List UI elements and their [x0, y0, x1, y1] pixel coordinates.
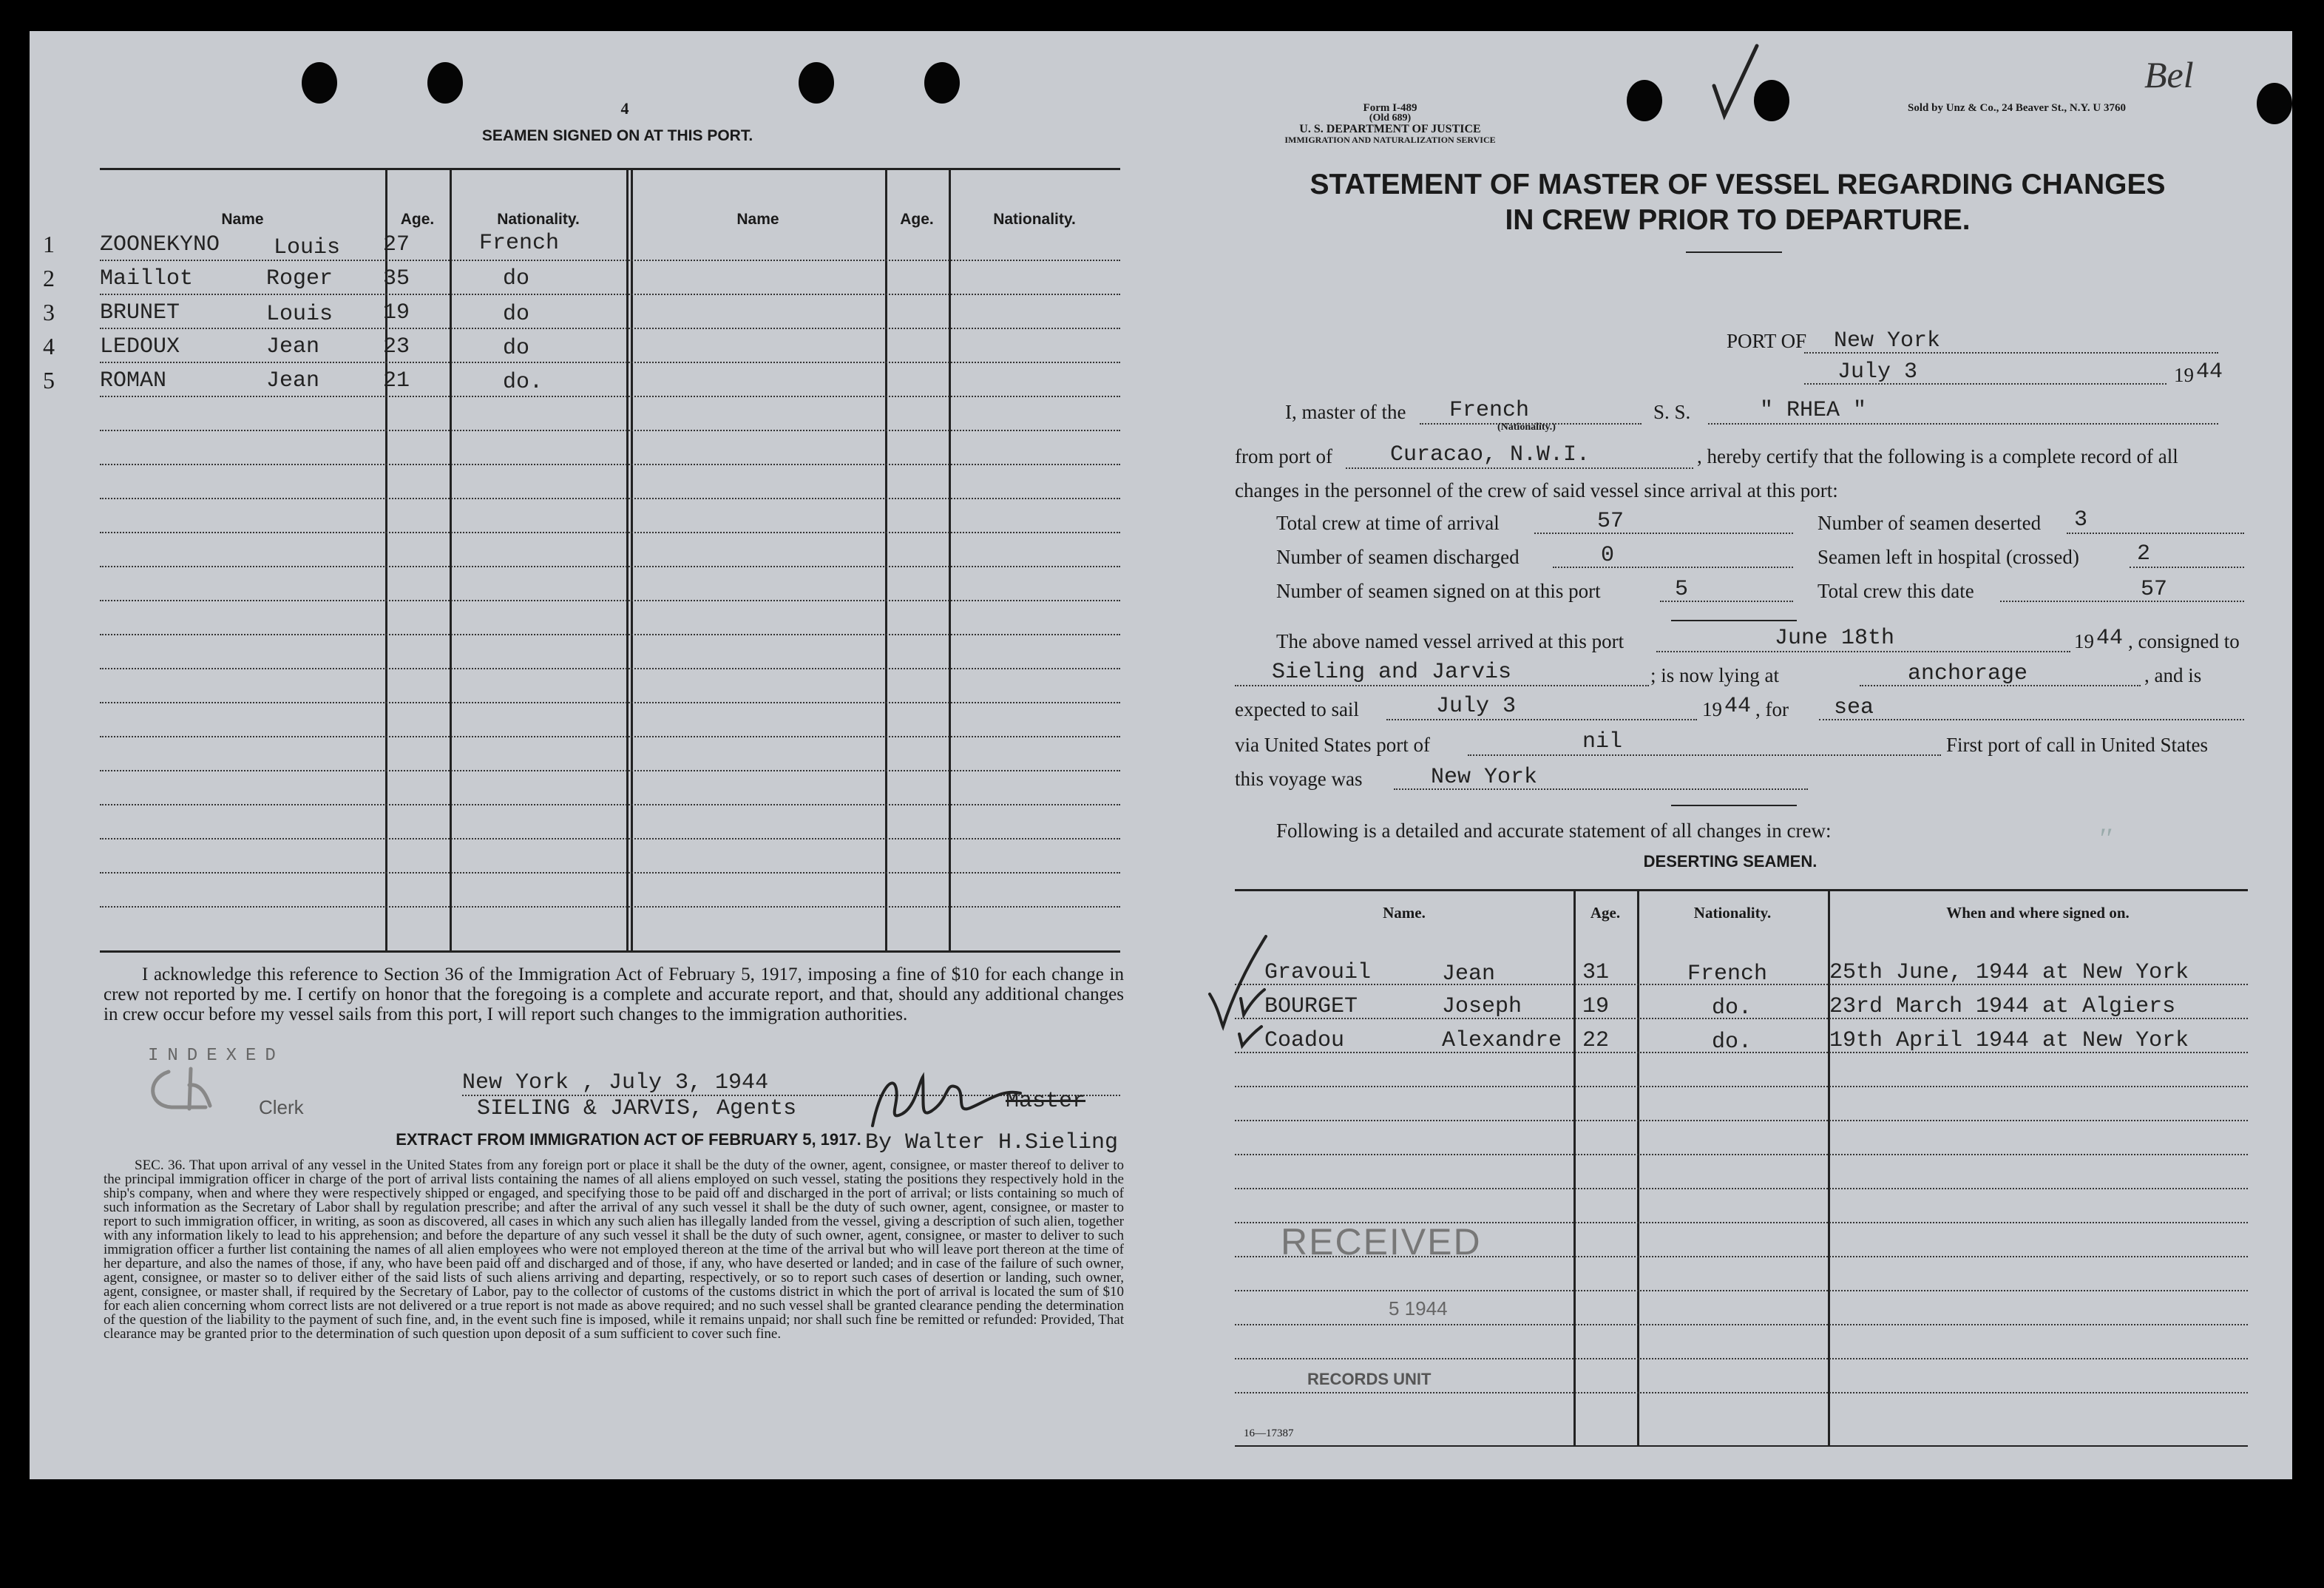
table-rule — [100, 668, 1120, 669]
changes-text: changes in the personnel of the crew of said vessel since arrival at this port: — [1235, 479, 1838, 501]
punch-hole — [799, 62, 834, 104]
row-mark: 5 — [43, 367, 55, 393]
for-label: , for — [1755, 698, 1789, 720]
records-unit-stamp: RECORDS UNIT — [1307, 1370, 1432, 1388]
seaman-given-name: Jean — [266, 334, 320, 359]
clerk-label: Clerk — [259, 1096, 304, 1118]
print-code: 16—17387 — [1244, 1427, 1294, 1439]
table-rule — [100, 838, 1120, 839]
following-text: Following is a detailed and accurate statement of all changes in crew: — [1276, 820, 1832, 842]
consignee-value: Sieling and Jarvis — [1272, 660, 1512, 685]
seaman-age: 19 — [383, 300, 410, 325]
deserting-heading: DESERTING SEAMEN. — [1643, 852, 1817, 871]
seaman-surname: ZOONEKYNO — [100, 232, 220, 257]
deserter-nationality: do. — [1712, 996, 1752, 1021]
arrived-year-prefix: 19 — [2074, 630, 2094, 652]
row-mark: 3 — [43, 299, 55, 325]
table-rule — [100, 294, 1120, 295]
first-port-label: First port of call in United States — [1946, 734, 2208, 756]
sail-date: July 3 — [1436, 694, 1517, 719]
form-title-line2: IN CREW PRIOR TO DEPARTURE. — [1505, 204, 1971, 236]
year-prefix: 19 — [2174, 364, 2194, 386]
seaman-surname: LEDOUX — [100, 334, 180, 359]
deserter-surname: Coadou — [1264, 1028, 1345, 1053]
extract-heading: EXTRACT FROM IMMIGRATION ACT OF FEBRUARY 5, 1917. — [396, 1130, 861, 1149]
row-mark: 2 — [43, 265, 55, 291]
deserter-checkmarks — [1196, 928, 1278, 1053]
seaman-given-name: Louis — [274, 235, 341, 260]
deserted-label: Number of seamen deserted — [1817, 512, 2042, 534]
discharged-count: 0 — [1601, 543, 1615, 568]
column-header: Nationality. — [497, 211, 580, 228]
signature-by: By Walter H.Sieling — [865, 1130, 1119, 1155]
seaman-nationality: do — [503, 302, 530, 327]
deserter-signed-on: 25th June, 1944 at New York — [1829, 960, 2189, 985]
total-this-date-label: Total crew this date — [1817, 580, 1974, 602]
signed-on-count: 5 — [1675, 577, 1689, 602]
deserter-signed-on: 23rd March 1944 at Algiers — [1829, 994, 2176, 1019]
table-rule — [100, 532, 1120, 533]
from-port-value: Curacao, N.W.I. — [1390, 442, 1590, 467]
sail-year-prefix: 19 — [1702, 698, 1722, 720]
seller-note: Sold by Unz & Co., 24 Beaver St., N.Y. U 3760 — [1908, 102, 2127, 114]
table-rule — [1235, 1120, 2248, 1121]
page-number: 4 — [620, 99, 629, 118]
deserter-given-name: Alexandre — [1442, 1028, 1562, 1053]
total-crew-arrival: 57 — [1597, 509, 1625, 534]
for-value: sea — [1834, 695, 1874, 720]
arrived-label: The above named vessel arrived at this port — [1276, 630, 1625, 652]
vessel-nationality: French — [1449, 398, 1530, 423]
table-rule — [100, 396, 1120, 397]
column-header: Age. — [1590, 904, 1621, 922]
deserter-age: 31 — [1582, 960, 1610, 985]
signed-on-label: Number of seamen signed on at this port — [1276, 580, 1601, 602]
sail-year: 44 — [1724, 694, 1752, 719]
table-rule — [1235, 1188, 2248, 1189]
punch-hole — [302, 62, 337, 104]
consigned-label: , consigned to — [2128, 630, 2240, 652]
document-sheet — [30, 31, 2292, 1479]
acknowledgement-text: I acknowledge this reference to Section 36 of the Immigration Act of February 5, 1917, imposing a fine of $10 for each change in crew not reported by me. I certify on honor that the foregoing is a complete and accurate report, and that, should any additional changes in crew occur before my vessel sails from this port, I will report such changes to the immigration authorities. — [104, 964, 1124, 1024]
seaman-age: 27 — [383, 232, 410, 257]
lying-value: anchorage — [1908, 661, 2028, 686]
year-value: 44 — [2196, 359, 2223, 385]
signature-place-date: New York , July 3, 1944 — [462, 1070, 769, 1095]
seaman-nationality: do. — [503, 370, 543, 395]
ship-name: " RHEA " — [1760, 398, 1867, 423]
voyage-value: New York — [1431, 765, 1538, 790]
table-rule — [100, 804, 1120, 805]
port-label: PORT OF — [1727, 330, 1807, 352]
master-label: I, master of the — [1285, 401, 1406, 423]
total-this-date: 57 — [2141, 577, 2168, 602]
deserter-signed-on: 19th April 1944 at New York — [1829, 1028, 2189, 1053]
hospital-label: Seamen left in hospital (crossed) — [1817, 546, 2079, 568]
table-rule — [100, 634, 1120, 635]
punch-hole — [2257, 83, 2292, 124]
seaman-given-name: Roger — [266, 266, 333, 291]
discharged-label: Number of seamen discharged — [1276, 546, 1520, 568]
indexed-stamp: INDEXED — [148, 1046, 285, 1066]
table-rule — [100, 260, 1120, 261]
table-rule — [100, 362, 1120, 363]
punch-hole — [1627, 80, 1662, 121]
date-value: July 3 — [1837, 359, 1918, 385]
lying-label: ; is now lying at — [1650, 664, 1779, 686]
column-header: Age. — [900, 211, 934, 228]
form-old: (Old 689) — [1369, 112, 1412, 124]
seaman-nationality: French — [479, 231, 560, 256]
ss-label: S. S. — [1653, 401, 1691, 423]
seaman-age: 23 — [383, 334, 410, 359]
deserter-given-name: Jean — [1442, 962, 1496, 987]
table-rule — [100, 464, 1120, 465]
form-title-line1: STATEMENT OF MASTER OF VESSEL REGARDING CHANGES — [1310, 169, 2166, 200]
deserter-nationality: French — [1687, 962, 1768, 987]
arrived-year: 44 — [2096, 626, 2124, 651]
table-rule — [1235, 1358, 2248, 1359]
table-rule — [100, 566, 1120, 567]
total-crew-arrival-label: Total crew at time of arrival — [1276, 512, 1500, 534]
table-rule — [100, 702, 1120, 703]
seaman-given-name: Jean — [266, 368, 320, 393]
table-rule — [1235, 1154, 2248, 1155]
table-rule — [100, 906, 1120, 908]
and-is-label: , and is — [2144, 664, 2202, 686]
column-header: Name — [221, 211, 264, 228]
table-rule — [100, 600, 1120, 601]
service: IMMIGRATION AND NATURALIZATION SERVICE — [1284, 135, 1496, 145]
column-header: Nationality. — [993, 211, 1076, 228]
seaman-age: 21 — [383, 368, 410, 393]
clerk-initials — [139, 1063, 235, 1122]
column-header: Name. — [1383, 904, 1426, 922]
seaman-given-name: Louis — [266, 302, 333, 327]
corner-annotation: Bel — [2144, 54, 2194, 95]
nationality-caption: (Nationality.) — [1497, 422, 1556, 433]
row-mark: 4 — [43, 333, 55, 359]
seaman-surname: BRUNET — [100, 300, 180, 325]
column-header: Name — [736, 211, 779, 228]
received-stamp: RECEIVED — [1281, 1221, 1482, 1263]
expected-label: expected to sail — [1235, 698, 1359, 720]
table-rule — [1235, 1392, 2248, 1393]
seaman-age: 35 — [383, 266, 410, 291]
form-number: Form I-489 — [1363, 102, 1417, 114]
table-rule — [1235, 1324, 2248, 1325]
deserter-surname: BOURGET — [1264, 994, 1358, 1019]
table-rule — [100, 770, 1120, 771]
table-rule — [100, 872, 1120, 874]
seaman-surname: ROMAN — [100, 368, 167, 393]
signed-on-heading: SEAMEN SIGNED ON AT THIS PORT. — [481, 127, 753, 144]
column-header: Age. — [400, 211, 435, 228]
department: U. S. DEPARTMENT OF JUSTICE — [1299, 123, 1481, 135]
deserter-given-name: Joseph — [1442, 994, 1522, 1019]
voyage-label: this voyage was — [1235, 768, 1363, 790]
via-label: via United States port of — [1235, 734, 1430, 756]
table-rule — [100, 430, 1120, 431]
column-header: When and where signed on. — [1946, 904, 2130, 922]
punch-hole — [427, 62, 463, 104]
received-date: 5 1944 — [1389, 1297, 1448, 1320]
deserted-count: 3 — [2074, 507, 2088, 533]
hospital-count: 2 — [2137, 541, 2151, 567]
pencil-checkmark — [1708, 41, 1767, 123]
row-mark: 1 — [43, 231, 55, 257]
table-rule — [100, 498, 1120, 499]
table-rule — [1235, 1290, 2248, 1291]
arrived-value: June 18th — [1775, 626, 1895, 651]
table-rule — [100, 736, 1120, 737]
signature-agents: SIELING & JARVIS, Agents — [477, 1096, 797, 1121]
via-value: nil — [1582, 729, 1623, 754]
table-rule — [1235, 1086, 2248, 1087]
seaman-nationality: do — [503, 266, 530, 291]
deserter-nationality: do. — [1712, 1030, 1752, 1055]
port-value: New York — [1834, 328, 1941, 354]
column-header: Nationality. — [1693, 904, 1772, 922]
deserter-age: 22 — [1582, 1028, 1610, 1053]
deserter-age: 19 — [1582, 994, 1610, 1019]
deserter-surname: Gravouil — [1264, 960, 1372, 985]
signed-on-table — [100, 168, 1120, 952]
punch-hole — [924, 62, 960, 104]
certify-text: , hereby certify that the following is a complete record of all — [1697, 445, 2178, 467]
master-signature — [858, 1059, 1080, 1141]
from-port-label: from port of — [1235, 445, 1332, 467]
seaman-nationality: do — [503, 336, 530, 361]
signature-master-label: Master — [1006, 1089, 1086, 1114]
seaman-surname: Maillot — [100, 266, 194, 291]
extract-body: SEC. 36. That upon arrival of any vessel in the United States from any foreign port or place it shall be the duty of the owner, agent, consignee, or master thereof to deliver to the principal immigration officer in charge of the port of arrival lists containing the names of all aliens employed on such vessel, stating the positions they respectively hold in the ship's company, when and where they were respectively shipped or engaged, and specifying those to be paid off and discharged in the port of arrival; or lists containing so much of such information as the Secretary of Labor shall by regulation prescribe; and after the arrival of any such vessel it shall be the duty of such owner, agent, consignee, or master to report to such immigration officer, in writing, as soon as discovered, all cases in which any such alien has illegally landed from the vessel, giving a description of such alien, together with any information likely to lead to his apprehension; and before the departure of any such vessel it shall be the duty of such owner, agent, consignee, or master to deliver to such immigration officer a further list containing the names of all alien employees who were not employed thereon at the time of the arrival but who will leave port thereon at the time of her departure, and also the names of those, if any, who have been paid off and discharged and of those, if any, who have deserted or landed; and in case of the failure of such owner, agent, consignee, or master so to deliver either of the said lists of such aliens arriving and departing, respectively, or so to report such cases of desertion or landing, such owner, agent, consignee, or master shall, if required by the Secretary of Labor, pay to the collector of customs of the customs district in which the port of arrival is located the sum of $10 for each alien concerning whom correct lists are not delivered or a true report is not made as above required; and no such vessel shall be granted clearance pending the determination of the question of the liability to the payment of such fine, and, in the event such fine is imposed, while it remains unpaid; nor shall such fine be remitted or refunded: Provided, That clearance may be granted prior to the determination of such question upon deposit of a sum sufficient to cover such fine. — [104, 1158, 1124, 1342]
pencil-marks: ′′ — [2100, 822, 2113, 855]
table-rule — [100, 328, 1120, 329]
